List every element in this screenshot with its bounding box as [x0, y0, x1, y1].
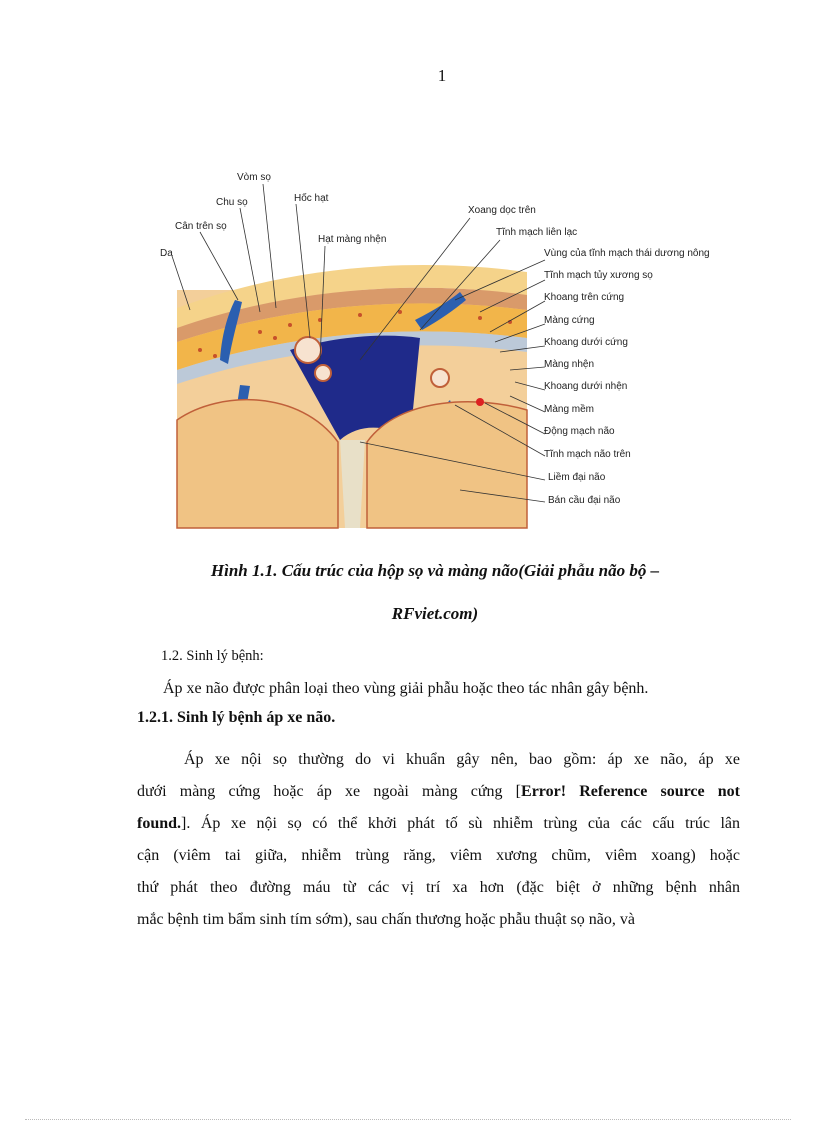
label-khoang-tren-cung: Khoang trên cứng	[544, 292, 625, 303]
subsection-heading: 1.2.1. Sinh lý bệnh áp xe não.	[137, 709, 336, 726]
paragraph-line: mắc bệnh tim bẩm sinh tím sớm), sau chấn thương hoặc phẫu thuật sọ não, và	[137, 911, 635, 928]
label-xoang-doc-tren: Xoang dọc trên	[468, 205, 536, 216]
body-paragraph	[137, 744, 740, 936]
anatomy-figure	[160, 160, 740, 530]
reference-error-text: found.	[137, 815, 182, 832]
reference-error-text: Error! Reference source not	[521, 783, 741, 800]
label-da: Da	[160, 248, 173, 259]
label-khoang-duoi-cung: Khoang dưới cứng	[544, 337, 628, 348]
paragraph-line: cận (viêm tai giữa, nhiễm trùng răng, viêm xương chũm, viêm xoang) hoặc	[137, 847, 740, 864]
figure-caption-line1: Hình 1.1. Cấu trúc của hộp sọ và màng não(Giải phẫu não bộ –	[210, 561, 660, 580]
label-mang-mem: Màng mềm	[544, 404, 595, 415]
paragraph-line	[137, 776, 740, 808]
intro-paragraph: Áp xe não được phân loại theo vùng giải phẫu hoặc theo tác nhân gây bệnh.	[163, 680, 649, 697]
label-vung-tinh-mach: Vùng của tĩnh mạch thái dương nông	[544, 248, 710, 259]
label-tinh-mach-lien-lac: Tĩnh mạch liên lạc	[496, 227, 578, 238]
paragraph-text: dưới màng cứng hoặc áp xe ngoài màng cứng [	[137, 783, 522, 800]
label-tinh-mach-nao-tren: Tĩnh mạch não trên	[544, 449, 631, 460]
paragraph-line: thứ phát theo đường máu từ các vị trí xa hơn (đặc biệt ở những bệnh nhân	[137, 879, 740, 896]
skull-meninges-illustration	[160, 160, 740, 530]
label-tinh-mach-tuy: Tĩnh mạch tủy xương sọ	[544, 270, 653, 281]
label-liem-dai-nao: Liềm đại não	[548, 472, 606, 483]
label-vom-so: Vòm sọ	[237, 172, 271, 183]
page-number: 1	[437, 66, 447, 85]
figure-caption-line2: RFviet.com)	[391, 604, 479, 623]
label-mang-cung: Màng cứng	[544, 315, 595, 326]
label-chu-so: Chu sọ	[216, 197, 248, 208]
label-can-tren-so: Cân trên sọ	[175, 221, 227, 232]
label-ban-cau-dai-nao: Bán cầu đại não	[548, 495, 621, 506]
paragraph-line: Áp xe nội sọ thường do vi khuẩn gây nên, bao gồm: áp xe não, áp xe	[184, 751, 740, 768]
section-heading: 1.2. Sinh lý bệnh:	[161, 648, 264, 664]
label-khoang-duoi-nhen: Khoang dưới nhện	[544, 381, 628, 392]
paragraph-text: ]. Áp xe nội sọ có thể khởi phát tố sù nhiễm trùng của các cấu trúc lân	[181, 815, 740, 832]
paragraph-line	[137, 808, 740, 840]
label-hat-mang-nhen: Hạt màng nhện	[318, 234, 387, 245]
label-hoc-hat: Hốc hạt	[294, 193, 329, 204]
label-mang-nhen: Màng nhện	[544, 359, 595, 370]
footer-divider	[25, 1119, 791, 1120]
label-dong-mach-nao: Động mạch não	[544, 426, 615, 437]
